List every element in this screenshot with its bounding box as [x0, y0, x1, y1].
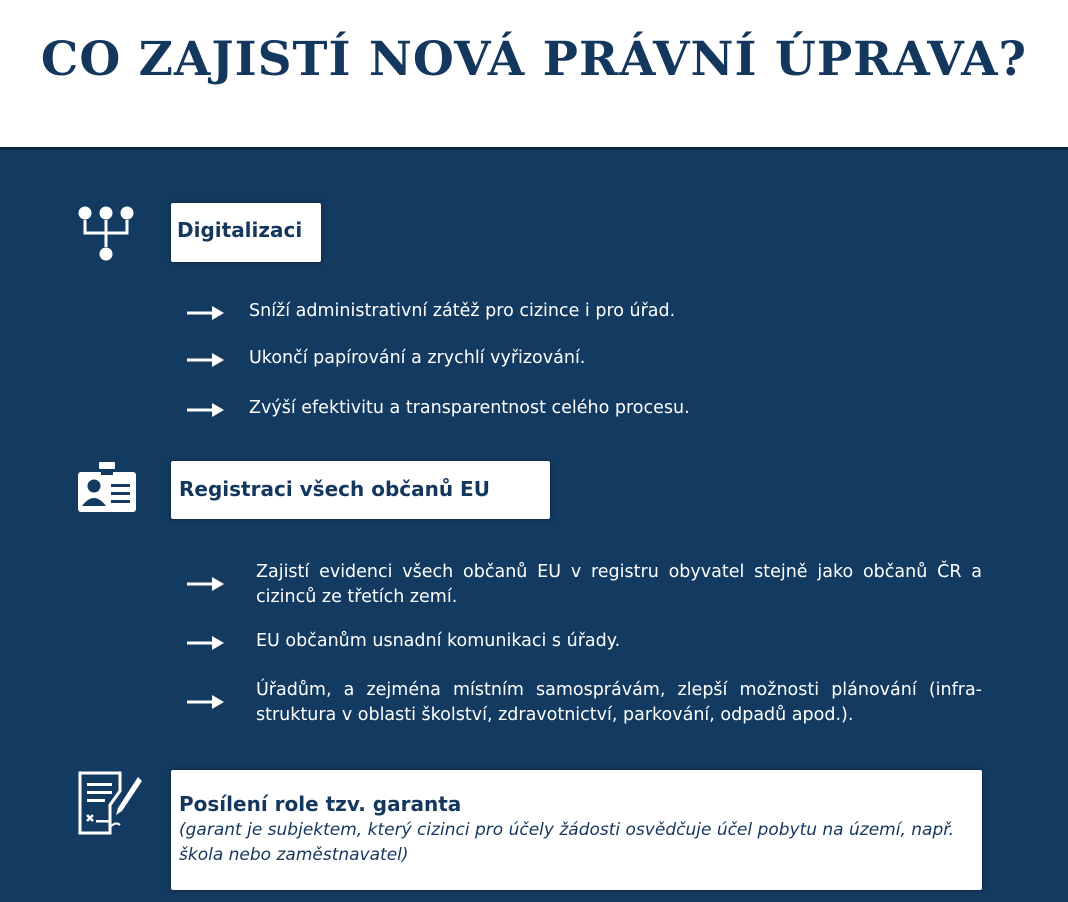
- section-heading-digitalizace: [171, 203, 321, 262]
- arrow-icon: [186, 402, 226, 418]
- signed-document-icon: [78, 771, 144, 837]
- section-heading-label: Digitalizaci: [177, 218, 303, 242]
- arrow-icon: [186, 305, 226, 321]
- arrow-icon: [186, 694, 226, 710]
- id-card-icon: [77, 462, 137, 514]
- bullet-text: EU občanům usnadní komunikaci s úřady.: [256, 631, 621, 651]
- section-heading-label: Posílení role tzv. garanta: [179, 792, 462, 816]
- panel-divider: [0, 147, 1068, 150]
- section-heading-label: Registraci všech občanů EU: [179, 477, 490, 501]
- arrow-icon: [186, 352, 226, 368]
- bullet-text: Zvýší efektivitu a transparentnost celého procesu.: [249, 398, 690, 418]
- section-heading-garant: [171, 770, 982, 890]
- section-heading-registrace: [171, 461, 550, 519]
- bullet-text: Zajistí evidenci všech občanů EU v registru obyvatel stejně jako občanů ČR a cizinců ze třetích zemí.: [256, 562, 982, 607]
- bullet-text: Úřadům, a zejména místním samosprávám, zlepší možnosti plánování (infra-struktura v oblasti školství, zdravotnictví, parkování, odpadů apod.).: [256, 680, 982, 725]
- bullet-text: Sníží administrativní zátěž pro cizince i pro úřad.: [249, 301, 676, 321]
- bullet-text: Ukončí papírování a zrychlí vyřizování.: [249, 348, 586, 368]
- arrow-icon: [186, 635, 226, 651]
- arrow-icon: [186, 576, 226, 592]
- page-title: CO ZAJISTÍ NOVÁ PRÁVNÍ ÚPRAVA?: [40, 32, 1028, 87]
- section-subtext: (garant je subjektem, který cizinci pro účely žádosti osvědčuje účel pobytu na území, např. škola nebo zaměstnavatel): [179, 820, 955, 865]
- network-tree-icon: [76, 203, 138, 265]
